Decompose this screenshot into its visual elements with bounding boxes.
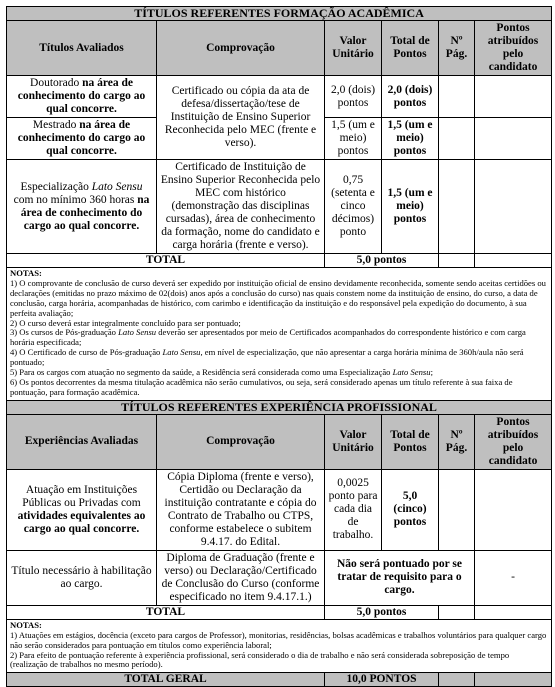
pag-especializacao[interactable] <box>439 160 475 254</box>
note-2: 2) Para efeito de pontuação referente à experiência profissional, será considerado o dia de trabalho e não será considerada sobreposição de tempo (realização de trabalhos no mesmo período). <box>10 649 510 670</box>
total-especializacao: 1,5 (um e meio) pontos <box>382 160 439 254</box>
total-doutorado: 2,0 (dois) pontos <box>382 76 439 118</box>
comprovacao-titulo-habilitacao: Diploma de Graduação (frente e verso) ou Declaração/Certificado de Conclusão do Curso (conforme especificado no item 9.4.17.1.) <box>157 550 325 605</box>
titulo-italic-text: Lato Sensu <box>91 180 143 193</box>
notes-title: NOTAS: <box>10 619 42 630</box>
titulo-doutorado <box>7 76 157 118</box>
note-italic: Lato Sensu <box>118 327 157 338</box>
experiencia-total-pontos[interactable] <box>475 605 552 619</box>
total-mestrado: 1,5 (um e meio) pontos <box>382 118 439 160</box>
experiencia-text: Atuação em Instituições Públicas ou Privadas com <box>22 483 141 509</box>
pag-doutorado[interactable] <box>439 76 475 118</box>
note-text: 3) Os cursos de Pós-graduação <box>10 327 119 338</box>
titulo-mestrado <box>7 118 157 160</box>
formacao-total-value: 5,0 pontos <box>325 254 439 268</box>
valor-atuacao: 0,0025 ponto para cada dia de trabalho. <box>325 469 382 550</box>
note-1: 1) Atuações em estágios, docência (exceto para cargos de Professor), monitorias, residências, bolsas acadêmicas e trabalhos voluntários para qualquer cargo não serão considerados para pontuação em títulos como experiência laboral; <box>10 629 547 650</box>
experiencia-notes <box>7 619 552 673</box>
note-4 <box>10 348 548 368</box>
comprovacao-especializacao: Certificado de Instituição de Ensino Superior Reconhecida pelo MEC com histórico (demonstração das disciplinas cursadas), área de conhecimento da formação, nome do candidato e carga horária (frente e verso). <box>157 160 325 254</box>
pontos-especializacao[interactable] <box>475 160 552 254</box>
total-atuacao: 5,0 (cinco) pontos <box>382 469 439 550</box>
score-sheet <box>6 6 551 687</box>
experiencia-atuacao <box>7 469 157 550</box>
formacao-title: TÍTULOS REFERENTES FORMAÇÃO ACADÊMICA <box>7 7 552 21</box>
header-pontos-candidato: Pontos atribuídos pelo candidato <box>475 21 552 76</box>
total-geral-value: 10,0 PONTOS <box>325 673 439 687</box>
note-italic: Lato Sensu <box>392 367 431 378</box>
valor-doutorado: 2,0 (dois) pontos <box>325 76 382 118</box>
valor-mestrado: 1,5 (um e meio) pontos <box>325 118 382 160</box>
pontos-doutorado[interactable] <box>475 76 552 118</box>
notes-title: NOTAS: <box>10 268 42 278</box>
valor-especializacao: 0,75 (setenta e cinco décimos) ponto <box>325 160 382 254</box>
experiencia-titulo-habilitacao: Título necessário à habilitação ao cargo. <box>7 550 157 605</box>
formacao-total-row <box>7 254 552 268</box>
experiencia-total-row <box>7 605 552 619</box>
note-text: ; <box>430 367 433 378</box>
header-pontos-candidato: Pontos atribuídos pelo candidato <box>475 414 552 469</box>
header-valor-unitario: Valor Unitário <box>325 21 382 76</box>
note-2: 2) O curso deverá estar integralmente concluído para ser pontuado; <box>10 317 241 328</box>
note-text: 5) Para os cargos com atuação no segmento da saúde, a Residência será considerada como uma Especialização <box>10 367 393 378</box>
titulo-bold-text: na área de conhecimento do cargo ao qual concorre. <box>20 193 150 232</box>
pontos-atuacao[interactable] <box>475 469 552 550</box>
titulo-bold-text: na área de conhecimento do cargo ao qual concorre. <box>17 77 146 115</box>
pontos-titulo-habilitacao: - <box>475 550 552 605</box>
header-valor-unitario: Valor Unitário <box>325 414 382 469</box>
experiencia-total-value: 5,0 pontos <box>325 605 439 619</box>
titulo-text: Doutorado <box>30 77 83 89</box>
experiencia-total-pag <box>439 605 475 619</box>
formacao-total-pontos[interactable] <box>475 254 552 268</box>
titulo-text: Especialização <box>20 180 92 193</box>
header-comprovacao: Comprovação <box>157 414 325 469</box>
nao-pontuado-text: Não será pontuado por se tratar de requisito para o cargo. <box>325 550 475 605</box>
note-3 <box>10 328 548 348</box>
table-row <box>7 550 552 605</box>
header-num-pag: Nº Pág. <box>439 414 475 469</box>
titulo-bold-text: na área de conhecimento do cargo ao qual concorre. <box>17 119 146 157</box>
table-row <box>7 160 552 254</box>
formacao-total-pag <box>439 254 475 268</box>
experiencia-title: TÍTULOS REFERENTES EXPERIÊNCIA PROFISSIONAL <box>7 400 552 414</box>
pag-mestrado[interactable] <box>439 118 475 160</box>
total-geral-row <box>7 673 552 687</box>
titulo-text: Mestrado <box>32 119 80 131</box>
header-total-pontos: Total de Pontos <box>382 21 439 76</box>
table-row <box>7 469 552 550</box>
total-geral-pag <box>439 673 475 687</box>
formacao-total-label: TOTAL <box>7 254 325 268</box>
table-row <box>7 76 552 118</box>
titles-table <box>6 6 552 687</box>
total-geral-label: TOTAL GERAL <box>7 673 325 687</box>
note-italic: Lato Sensu <box>162 347 201 358</box>
formacao-notes <box>7 268 552 401</box>
note-1: 1) O comprovante de conclusão de curso deverá ser expedido por instituição oficial de ensino devidamente reconhecida, somente sendo aceitas certidões ou declarações (emitidas no prazo máximo de 02(dois) anos após a conclusão do curso) nas quais constem nome da instituição de ensino, do curso, a data de conclusão, carga horária, acompanhadas de histórico, com carimbo e identificação da instituição e do responsável pela expedição do documento, à sua perfeita avaliação; <box>10 277 546 318</box>
note-text: , em nível de especialização, que não apresentar a carga horária mínima de 360h/aula não será pontuado; <box>10 347 524 368</box>
comprovacao-atuacao: Cópia Diploma (frente e verso), Certidão ou Declaração da instituição contratante e cópia do Contrato de Trabalho ou CTPS, conforme estabelece o subitem 9.4.17. do Edital. <box>157 469 325 550</box>
experiencia-bold-text: atividades equivalentes ao cargo ao qual concorre. <box>17 509 146 535</box>
titulo-mid-text: com no mínimo 360 horas <box>13 193 138 206</box>
header-experiencias-avaliadas: Experiências Avaliadas <box>7 414 157 469</box>
header-titulos-avaliados: Títulos Avaliados <box>7 21 157 76</box>
comprovacao-doutorado-mestrado: Certificado ou cópia da ata de defesa/dissertação/tese de Instituição de Ensino Superior Reconhecida pelo MEC (frente e verso). <box>157 76 325 160</box>
total-geral-pontos[interactable] <box>475 673 552 687</box>
header-comprovacao: Comprovação <box>157 21 325 76</box>
header-num-pag: Nº Pág. <box>439 21 475 76</box>
experiencia-total-label: TOTAL <box>7 605 325 619</box>
note-text: 4) O Certificado de curso de Pós-graduação <box>10 347 163 358</box>
header-total-pontos: Total de Pontos <box>382 414 439 469</box>
note-text: deverão ser apresentados por meio de Certificados acompanhados do correspondente histórico e com carga horária especificada; <box>10 327 526 348</box>
note-6: 6) Os pontos decorrentes da mesma titulação acadêmica não serão cumulativos, ou seja, será considerado apenas um título referente à sua faixa de pontuação, para formação acadêmica. <box>10 376 513 397</box>
pag-atuacao[interactable] <box>439 469 475 550</box>
titulo-especializacao <box>7 160 157 254</box>
pontos-mestrado[interactable] <box>475 118 552 160</box>
